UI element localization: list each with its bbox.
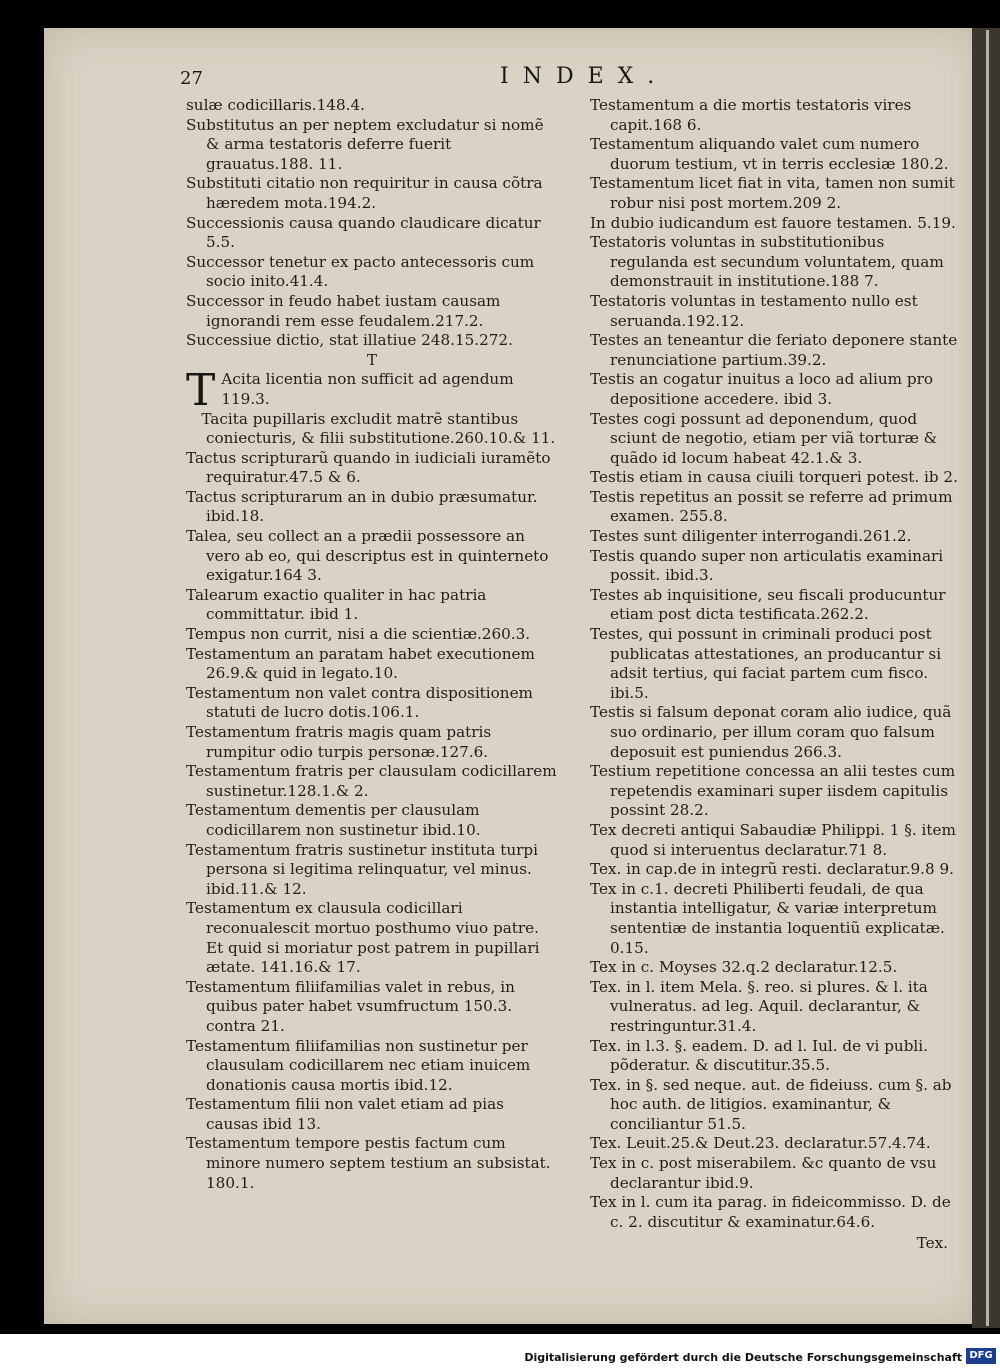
index-entry: Tempus non currit, nisi a die scientiæ.260.3. (186, 625, 531, 644)
index-entry: Successor in feudo habet iustam causam ignorandi rem esse feudalem.217.2. (186, 291, 501, 330)
index-entry: Substitutus an per neptem excludatur si nomẽ & arma testatoris deferre fuerit grauatus.188. 11. (186, 115, 544, 173)
index-entry: Testium repetitione concessa an alii testes cum repetendis examinari super iisdem capitulis possint 28.2. (590, 762, 956, 820)
index-entry: Tex in c. Moyses 32.q.2 declaratur.12.5. (590, 958, 898, 977)
index-entry: Testes sunt diligenter interrogandi.261.2. (590, 527, 912, 546)
index-entry: Testamentum fratris sustinetur instituta turpi persona si legitima relinquatur, vel minus. ibid.11.& 12. (186, 840, 539, 898)
index-entry: Tex in l. cum ita parag. in fideicommisso. D. de c. 2. discutitur & examinatur.64.6. (590, 1193, 951, 1231)
left-column (186, 96, 558, 1193)
index-entry: Tactus scripturarũ quando in iudiciali iuramẽto requiratur.47.5 & 6. (186, 448, 551, 487)
index-entry: Tex. Leuit.25.& Deut.23. declaratur.57.4.74. (590, 1134, 931, 1153)
index-entry: Testamentum ex clausula codicillari reconualescit mortuo posthumo viuo patre. Et quid si moriatur post patrem in pupillari ætate. 141.16.& 17. (186, 899, 540, 977)
index-entry: Tex decreti antiqui Sabaudiæ Philippi. 1 §. item quod si interuentus declaratur.71 8. (590, 820, 956, 859)
index-entry: Tex. in l. item Mela. §. reo. si plures. & l. ita vulneratus. ad leg. Aquil. declarantur, & restringuntur.31.4. (590, 977, 928, 1035)
index-entry: Tex in c. post miserabilem. &c quanto de vsu declarantur ibid.9. (590, 1154, 937, 1192)
index-entry: Testatoris voluntas in testamento nullo est seruanda.192.12. (590, 291, 918, 330)
index-entry: Tex. in l.3. §. eadem. D. ad l. Iul. de vi publi. põderatur. & discutitur.35.5. (590, 1036, 928, 1075)
index-entry: Testis etiam in causa ciuili torqueri potest. ib 2. (590, 468, 958, 487)
index-entry: Testamentum aliquando valet cum numero duorum testium, vt in terris ecclesiæ 180.2. (590, 135, 949, 173)
index-entry: Testamentum fratris per clausulam codicillarem sustinetur.128.1.& 2. (186, 762, 557, 800)
index-entry: Successionis causa quando claudicare dicatur 5.5. (186, 213, 541, 252)
index-entry: Tex. in §. sed neque. aut. de fideiuss. cum §. ab hoc auth. de litigios. examinantur, & conciliantur 51.5. (590, 1075, 952, 1133)
index-entry: Testis quando super non articulatis examinari possit. ibid.3. (590, 546, 944, 585)
index-entry: Testamentum licet fiat in vita, tamen non sumit robur nisi post mortem.209 2. (590, 174, 955, 212)
index-entry: Successor tenetur ex pacto antecessoris cum socio inito.41.4. (186, 252, 535, 291)
right-column (590, 96, 958, 1254)
page-edge-stripe (986, 30, 989, 1326)
page-title: INDEX. (500, 64, 669, 89)
index-entry: Testamentum an paratam habet executionem 26.9.& quid in legato.10. (186, 644, 535, 683)
index-entry: Substituti citatio non requiritur in causa cõtra hæredem mota.194.2. (186, 174, 543, 212)
dropcap-letter: T (186, 365, 216, 417)
catchword: Tex. (916, 1234, 948, 1253)
index-entry: Tex. in cap.de in integrũ resti. declaratur.9.8 9. (590, 860, 954, 879)
index-entry: Tactus scripturarum an in dubio præsumatur. ibid.18. (186, 487, 538, 526)
index-entry-text: Acita licentia non sufficit ad agendum 119.3. (221, 370, 514, 408)
index-entry: Testamentum filii non valet etiam ad pias causas ibid 13. (186, 1095, 504, 1133)
index-entry: Testamentum filiifamilias non sustinetur per clausulam codicillarem nec etiam inuicem donationis causa mortis ibid.12. (186, 1036, 531, 1094)
index-entry: Testamentum fratris magis quam patris rumpitur odio turpis personæ.127.6. (186, 723, 492, 761)
index-entry: Testamentum tempore pestis factum cum minore numero septem testium an subsistat. 180.1. (186, 1134, 551, 1192)
index-entry: Testes, qui possunt in criminali produci post publicatas attestationes, an producantur si adsit tertius, qui faciat partem cum fisco. ibi.5. (590, 625, 942, 702)
index-entry-dropcap (186, 365, 558, 417)
index-entry: Testatoris voluntas in substitutionibus regulanda est secundum voluntatem, quam demonstrauit in institutione.188 7. (590, 233, 944, 291)
section-letter: T (366, 350, 378, 369)
page-number: 27 (180, 68, 203, 89)
index-entry: Talea, seu collect an a prædii possessore an vero ab eo, qui descriptus est in quinterneto exigatur.164 3. (186, 527, 549, 585)
index-entry: In dubio iudicandum est fauore testamen. 5.19. (590, 213, 956, 232)
dfg-logo: DFG (966, 1348, 996, 1364)
index-entry: Testamentum a die mortis testatoris vires capit.168 6. (590, 96, 912, 134)
index-entry: Testes ab inquisitione, seu fiscali producuntur etiam post dicta testificata.262.2. (590, 585, 946, 624)
index-entry: Talearum exactio qualiter in hac patria committatur. ibid 1. (186, 585, 487, 624)
index-entry: Testis an cogatur inuitus a loco ad alium pro depositione accedere. ibid 3. (590, 370, 934, 408)
index-entry: Testamentum dementis per clausulam codicillarem non sustinetur ibid.10. (186, 801, 481, 839)
index-entry: sulæ codicillaris.148.4. (186, 96, 365, 114)
footer-credit: Digitalisierung gefördert durch die Deutsche Forschungsgemeinschaft (524, 1351, 962, 1364)
index-entry: Tacita pupillaris excludit matrẽ stantibus coniecturis, & filii substitutione.260.10.& 11. (201, 409, 556, 448)
index-entry: Testis repetitus an possit se referre ad primum examen. 255.8. (590, 487, 953, 526)
index-entry: Testis si falsum deponat coram alio iudice, quã suo ordinario, per illum coram quo falsum deposuit est puniendus 266.3. (590, 703, 952, 761)
index-entry: Testes cogi possunt ad deponendum, quod sciunt de negotio, etiam per viã torturæ & quãdo id locum habeat 42.1.& 3. (590, 409, 938, 467)
index-entry: Testes an teneantur die feriato deponere stante renunciatione partium.39.2. (590, 331, 958, 369)
index-entry: Testamentum non valet contra dispositionem statuti de lucro dotis.106.1. (186, 683, 533, 722)
index-entry: Testamentum filiifamilias valet in rebus, in quibus pater habet vsumfructum 150.3. contra 21. (186, 977, 515, 1035)
index-entry: Successiue dictio, stat illatiue 248.15.272. (186, 331, 513, 350)
index-entry: Tex in c.1. decreti Philiberti feudali, de qua instantia intelligatur, & variæ interpretum sententiæ de instantia loquentiũ explicatæ. 0.15. (590, 879, 945, 957)
